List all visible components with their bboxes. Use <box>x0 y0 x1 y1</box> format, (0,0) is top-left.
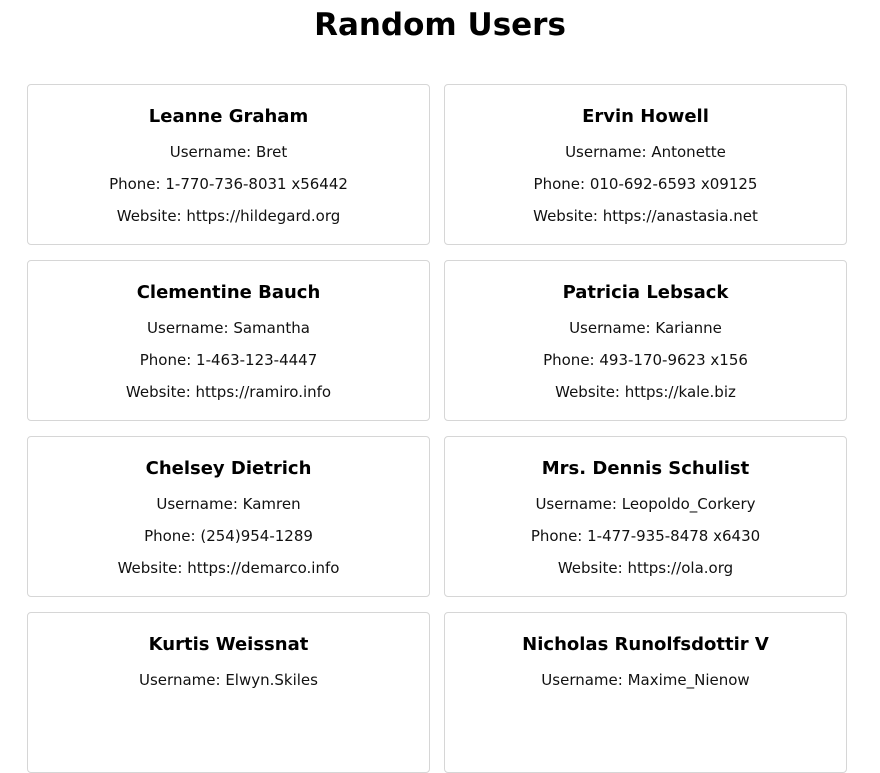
user-username <box>445 318 846 338</box>
website-value: https://anastasia.net <box>602 207 758 225</box>
phone-value: 1-477-935-8478 x6430 <box>587 527 761 545</box>
user-card <box>27 436 430 597</box>
user-username <box>445 670 846 690</box>
user-name: Chelsey Dietrich <box>145 458 312 479</box>
user-card <box>27 260 430 421</box>
website-value: https://ola.org <box>627 559 734 577</box>
user-website <box>28 206 429 226</box>
phone-value: 1-463-123-4447 <box>196 351 318 369</box>
phone-value: 493-170-9623 x156 <box>599 351 748 369</box>
user-phone <box>28 174 429 194</box>
user-name: Clementine Bauch <box>136 282 321 303</box>
website-label: Website: <box>533 207 603 225</box>
user-card <box>27 612 430 773</box>
user-username <box>28 670 429 690</box>
website-label: Website: <box>125 383 196 401</box>
user-website <box>445 558 846 578</box>
user-phone <box>445 350 846 370</box>
user-username <box>445 142 846 162</box>
user-name: Ervin Howell <box>582 106 709 127</box>
username-value: Leopoldo_Corkery <box>621 495 756 513</box>
username-value: Bret <box>256 143 288 161</box>
user-name: Kurtis Weissnat <box>148 634 309 655</box>
website-label: Website: <box>116 207 187 225</box>
website-label: Website: <box>555 383 625 401</box>
user-name: Leanne Graham <box>148 106 309 127</box>
phone-label: Phone: <box>109 175 166 193</box>
user-username <box>28 142 429 162</box>
website-value: https://demarco.info <box>187 559 340 577</box>
user-website <box>445 382 846 402</box>
username-value: Kamren <box>242 495 301 513</box>
user-card <box>444 436 847 597</box>
user-phone <box>28 526 429 546</box>
user-card <box>27 84 430 245</box>
website-label: Website: <box>117 559 188 577</box>
user-phone <box>445 526 846 546</box>
phone-value: 010-692-6593 x09125 <box>589 175 758 193</box>
user-phone <box>28 350 429 370</box>
phone-label: Phone: <box>144 527 201 545</box>
username-label: Username: <box>156 495 243 513</box>
username-label: Username: <box>565 143 652 161</box>
user-card <box>444 84 847 245</box>
website-value: https://kale.biz <box>624 383 736 401</box>
user-username <box>28 318 429 338</box>
website-value: https://hildegard.org <box>186 207 341 225</box>
user-website <box>28 382 429 402</box>
user-username <box>445 494 846 514</box>
username-label: Username: <box>541 671 628 689</box>
user-phone <box>445 174 846 194</box>
username-value: Karianne <box>655 319 722 337</box>
user-website <box>445 206 846 226</box>
phone-label: Phone: <box>139 351 197 369</box>
username-label: Username: <box>147 319 234 337</box>
username-value: Elwyn.Skiles <box>225 671 318 689</box>
username-value: Maxime_Nienow <box>627 671 750 689</box>
user-name: Nicholas Runolfsdottir V <box>522 634 769 655</box>
website-value: https://ramiro.info <box>195 383 332 401</box>
phone-label: Phone: <box>533 175 590 193</box>
username-value: Samantha <box>233 319 310 337</box>
username-label: Username: <box>535 495 622 513</box>
phone-value: 1-770-736-8031 x56442 <box>165 175 348 193</box>
username-label: Username: <box>139 671 226 689</box>
user-website <box>28 558 429 578</box>
user-card <box>444 260 847 421</box>
user-name: Patricia Lebsack <box>562 282 729 303</box>
user-name: Mrs. Dennis Schulist <box>541 458 750 479</box>
user-card <box>444 612 847 773</box>
page-title: Random Users <box>314 7 566 43</box>
website-label: Website: <box>557 559 628 577</box>
username-label: Username: <box>569 319 656 337</box>
user-username <box>28 494 429 514</box>
username-value: Antonette <box>651 143 726 161</box>
username-label: Username: <box>169 143 257 161</box>
phone-value: (254)954-1289 <box>200 527 313 545</box>
phone-label: Phone: <box>543 351 600 369</box>
phone-label: Phone: <box>530 527 588 545</box>
user-card-grid <box>27 84 847 773</box>
